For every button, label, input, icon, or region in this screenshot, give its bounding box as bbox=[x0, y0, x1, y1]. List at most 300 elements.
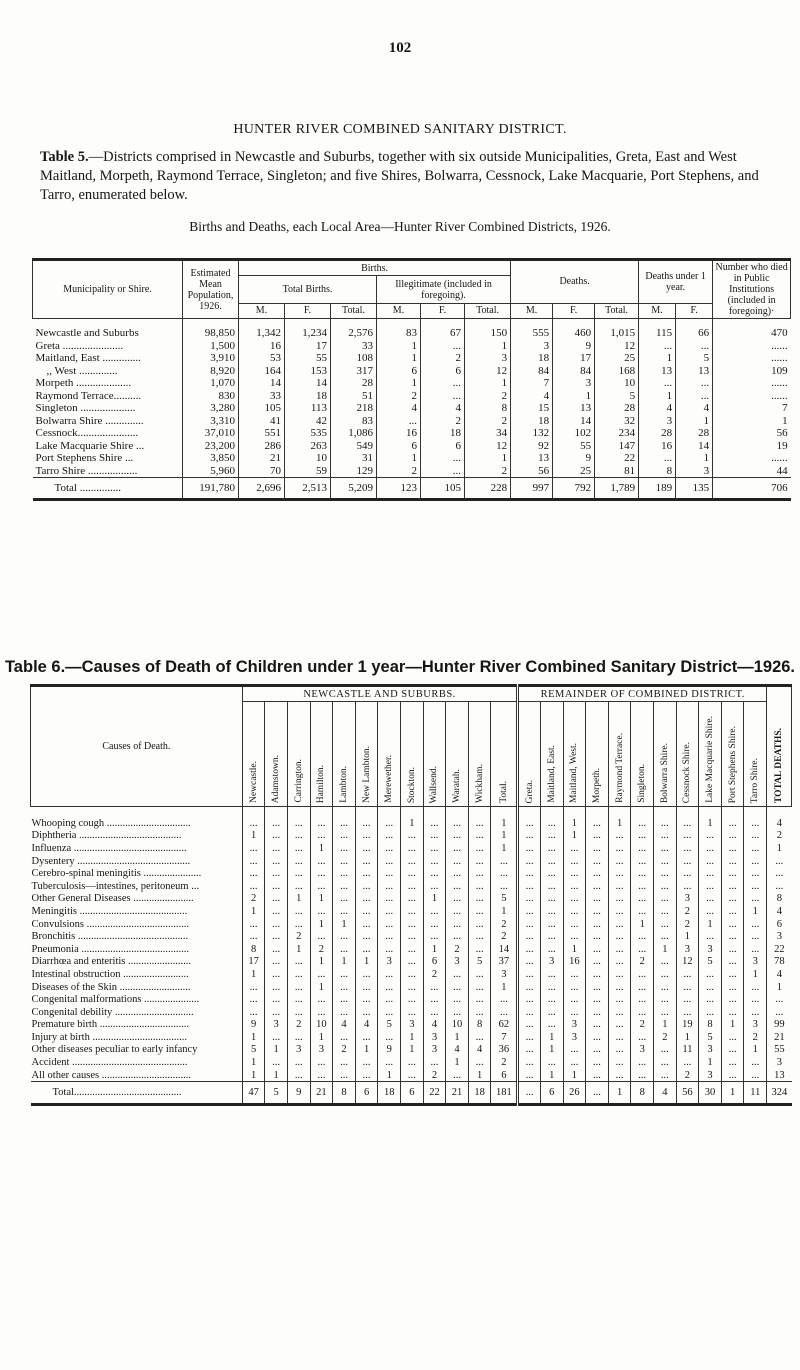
table-cell: ... bbox=[721, 956, 744, 969]
table-cell: ... bbox=[446, 968, 469, 981]
col-illegitimate: Illegitimate (included in foregoing). bbox=[377, 276, 511, 303]
table-cell: 2 bbox=[446, 943, 469, 956]
cause-name: Pneumonia ......................................... bbox=[31, 943, 189, 955]
table-cell: 1,789 bbox=[595, 478, 639, 500]
table-cell: 551 bbox=[239, 427, 285, 440]
table-cell: 12 bbox=[595, 340, 639, 353]
table-cell: ... bbox=[378, 867, 401, 880]
table-cell: ... bbox=[401, 918, 424, 931]
group-remainder-district: REMAINDER OF COMBINED DISTRICT. bbox=[518, 686, 767, 702]
table-cell: 228 bbox=[465, 478, 511, 500]
table-cell: 25 bbox=[595, 352, 639, 365]
table-cell: 1 bbox=[767, 981, 792, 994]
table-cell: 135 bbox=[676, 478, 713, 500]
table-cell: ... bbox=[355, 867, 378, 880]
cause-name: Injury at birth .................................... bbox=[31, 1031, 187, 1043]
table-cell: ... bbox=[563, 867, 586, 880]
table-cell: 10 bbox=[310, 1019, 333, 1032]
col-area-header bbox=[287, 702, 310, 807]
table-cell: 4 bbox=[446, 1044, 469, 1057]
table-cell: ... bbox=[721, 830, 744, 843]
table-cell: ... bbox=[608, 918, 631, 931]
table-cell: 3 bbox=[631, 1044, 654, 1057]
area-name: Maitland, East .............. bbox=[35, 352, 141, 365]
table-cell: ... bbox=[608, 968, 631, 981]
table-cell: 92 bbox=[511, 440, 553, 453]
table-cell: 1 bbox=[699, 807, 722, 830]
table-cell: ... bbox=[355, 855, 378, 868]
table-cell: ... bbox=[721, 905, 744, 918]
table-cell: ... bbox=[287, 1006, 310, 1019]
table-cell: 1 bbox=[654, 943, 677, 956]
table-cell: 13 bbox=[553, 402, 595, 415]
table-cell: 5 bbox=[699, 956, 722, 969]
table-cell: 17 bbox=[285, 340, 331, 353]
table-cell: ... bbox=[421, 377, 465, 390]
table-cell: ... bbox=[242, 880, 265, 893]
table-row bbox=[33, 377, 791, 390]
table-cell: ... bbox=[563, 893, 586, 906]
table-cell: ... bbox=[242, 981, 265, 994]
table-row bbox=[31, 918, 792, 931]
cause-name: Other diseases peculiar to early infancy bbox=[31, 1044, 198, 1056]
table-cell: ... bbox=[242, 867, 265, 880]
table-cell: 1 bbox=[310, 956, 333, 969]
table-cell: 25 bbox=[553, 465, 595, 478]
table-cell: 70 bbox=[239, 465, 285, 478]
table-cell: ... bbox=[586, 968, 609, 981]
table-cell: ... bbox=[744, 880, 767, 893]
col-area-label: Newcastle. bbox=[248, 761, 259, 803]
table-cell: 8 bbox=[699, 1019, 722, 1032]
table-row bbox=[33, 465, 791, 478]
table-cell: ... bbox=[744, 807, 767, 830]
col-area-header bbox=[491, 702, 518, 807]
table-cell: ... bbox=[310, 807, 333, 830]
table-cell: ... bbox=[631, 842, 654, 855]
table-cell: 41 bbox=[239, 415, 285, 428]
table-cell: 1 bbox=[767, 842, 792, 855]
table-cell: 5,209 bbox=[331, 478, 377, 500]
table-cell: 2 bbox=[421, 352, 465, 365]
table-cell: ... bbox=[423, 1056, 446, 1069]
table-cell: ... bbox=[608, 867, 631, 880]
table-cell: 1,086 bbox=[331, 427, 377, 440]
table-cell: 3 bbox=[465, 352, 511, 365]
table-row bbox=[31, 1006, 792, 1019]
table-cell: ... bbox=[608, 1056, 631, 1069]
table-cell: 18 bbox=[511, 352, 553, 365]
table-cell: 1 bbox=[540, 1069, 563, 1082]
table-cell: 191,780 bbox=[183, 478, 239, 500]
table-cell: ... bbox=[608, 893, 631, 906]
table-cell: ... bbox=[721, 807, 744, 830]
table-cell: ... bbox=[378, 855, 401, 868]
table5-label: Table 5. bbox=[40, 149, 89, 165]
table-cell: ... bbox=[721, 1069, 744, 1082]
table-cell: ... bbox=[586, 981, 609, 994]
table-cell: ... bbox=[540, 855, 563, 868]
table-cell: 1 bbox=[699, 1056, 722, 1069]
table-cell: 2 bbox=[767, 830, 792, 843]
table-cell: ... bbox=[468, 867, 491, 880]
table-cell: 18 bbox=[468, 1082, 491, 1105]
table-cell: 17 bbox=[553, 352, 595, 365]
table-cell: ... bbox=[721, 893, 744, 906]
table-cell: 9 bbox=[378, 1044, 401, 1057]
table-cell: ... bbox=[310, 993, 333, 1006]
table-cell: ... bbox=[563, 968, 586, 981]
table-cell: ... bbox=[654, 956, 677, 969]
table-cell: ... bbox=[699, 930, 722, 943]
table-cell: 6 bbox=[421, 440, 465, 453]
col-area-header bbox=[608, 702, 631, 807]
cause-name: Diphtheria ....................................... bbox=[31, 830, 182, 842]
table-cell: ... bbox=[423, 867, 446, 880]
table6-title: Table 6.—Causes of Death of Children under 1 year—Hunter River Combined Sanitary District—1926. bbox=[4, 658, 796, 676]
table-cell: ... bbox=[540, 1019, 563, 1032]
table-cell: ... bbox=[377, 415, 421, 428]
table-cell: ... bbox=[265, 867, 288, 880]
table-cell: ... bbox=[518, 830, 541, 843]
table-cell: ... bbox=[265, 930, 288, 943]
table-row bbox=[31, 893, 792, 906]
col-area-header bbox=[676, 702, 699, 807]
table-cell: ... bbox=[744, 1056, 767, 1069]
col-area-label: Cessnock Shire. bbox=[682, 741, 693, 803]
table-cell: 2 bbox=[676, 918, 699, 931]
table-cell: ... bbox=[608, 943, 631, 956]
table-cell: ... bbox=[265, 918, 288, 931]
table-cell: ... bbox=[608, 1044, 631, 1057]
table-cell: 102 bbox=[553, 427, 595, 440]
table6-body bbox=[31, 807, 792, 1105]
table-row bbox=[33, 402, 791, 415]
table-cell: ... bbox=[468, 1031, 491, 1044]
table-cell: 8 bbox=[333, 1082, 356, 1105]
table-cell: ... bbox=[676, 340, 713, 353]
table-cell: 2 bbox=[242, 893, 265, 906]
col-causes: Causes of Death. bbox=[31, 686, 243, 807]
table-cell: 7 bbox=[511, 377, 553, 390]
table-cell: ... bbox=[287, 1069, 310, 1082]
table-cell: ... bbox=[631, 943, 654, 956]
table-cell: ... bbox=[608, 880, 631, 893]
table-cell: ... bbox=[518, 930, 541, 943]
table-cell: 1 bbox=[491, 807, 518, 830]
table-cell: ... bbox=[333, 855, 356, 868]
page-number: 102 bbox=[388, 40, 412, 56]
table-cell: 1 bbox=[310, 1031, 333, 1044]
table-cell: ... bbox=[631, 880, 654, 893]
table-cell: 3 bbox=[639, 415, 676, 428]
col-births: Births. bbox=[239, 260, 511, 276]
table-row bbox=[31, 1056, 792, 1069]
table-cell: 3 bbox=[676, 465, 713, 478]
table-cell: ... bbox=[310, 867, 333, 880]
table-cell: 997 bbox=[511, 478, 553, 500]
table-cell: 4 bbox=[511, 390, 553, 403]
table-cell: ... bbox=[355, 943, 378, 956]
table-row bbox=[31, 842, 792, 855]
table-cell: ... bbox=[540, 968, 563, 981]
table-cell: ... bbox=[355, 880, 378, 893]
table-cell: ... bbox=[563, 930, 586, 943]
table-cell: ... bbox=[265, 855, 288, 868]
table-cell: 3,910 bbox=[183, 352, 239, 365]
table-cell: 10 bbox=[285, 452, 331, 465]
col-area-label: Carrington. bbox=[293, 759, 304, 803]
table-cell: ... bbox=[518, 993, 541, 1006]
table-cell: 1 bbox=[287, 943, 310, 956]
table-cell: 19 bbox=[713, 440, 791, 453]
table-cell: ... bbox=[423, 993, 446, 1006]
table-cell: ... bbox=[518, 956, 541, 969]
table-cell: 3 bbox=[511, 340, 553, 353]
table-cell: ... bbox=[378, 993, 401, 1006]
table-cell: ... bbox=[518, 918, 541, 931]
table-cell: 16 bbox=[639, 440, 676, 453]
table-cell: 2 bbox=[377, 390, 421, 403]
cause-name: Convulsions ....................................... bbox=[31, 918, 190, 930]
table-cell: ... bbox=[721, 1056, 744, 1069]
table-cell: ... bbox=[446, 855, 469, 868]
table-cell: 21 bbox=[767, 1031, 792, 1044]
table-cell: 21 bbox=[239, 452, 285, 465]
col-area-header bbox=[631, 702, 654, 807]
table-cell: ... bbox=[608, 930, 631, 943]
col-deaths: Deaths. bbox=[511, 260, 639, 304]
area-name: Lake Macquarie Shire ... bbox=[35, 439, 145, 452]
table-cell: 9 bbox=[553, 452, 595, 465]
table-cell: ... bbox=[767, 867, 792, 880]
table-row bbox=[31, 880, 792, 893]
table-cell: ... bbox=[608, 993, 631, 1006]
table-cell: ... bbox=[608, 956, 631, 969]
table-cell: 1 bbox=[423, 893, 446, 906]
table-cell: ... bbox=[446, 807, 469, 830]
table-cell: 7 bbox=[491, 1031, 518, 1044]
table-cell: ... bbox=[540, 842, 563, 855]
table-cell: 1 bbox=[265, 1069, 288, 1082]
table-cell: ... bbox=[654, 842, 677, 855]
table-cell: 470 bbox=[713, 319, 791, 340]
table-cell: ... bbox=[676, 807, 699, 830]
table-cell: 3 bbox=[699, 1044, 722, 1057]
table-cell: ... bbox=[744, 1006, 767, 1019]
table-cell: ... bbox=[333, 981, 356, 994]
table-cell: ... bbox=[676, 968, 699, 981]
table-cell: ... bbox=[699, 905, 722, 918]
table-cell: ... bbox=[631, 1056, 654, 1069]
table-cell: 1 bbox=[465, 377, 511, 390]
table-cell: ... bbox=[518, 943, 541, 956]
table-cell: ... bbox=[744, 842, 767, 855]
col-area-header bbox=[586, 702, 609, 807]
table-cell: ... bbox=[631, 905, 654, 918]
table-cell: ... bbox=[518, 1082, 541, 1105]
table-cell: ... bbox=[446, 1069, 469, 1082]
table-cell: ... bbox=[333, 943, 356, 956]
table-cell: ... bbox=[586, 807, 609, 830]
table-cell: 1 bbox=[676, 1031, 699, 1044]
table-cell: ... bbox=[608, 1019, 631, 1032]
table-cell: 1 bbox=[608, 807, 631, 830]
table-cell: 62 bbox=[491, 1019, 518, 1032]
table-cell: ... bbox=[242, 930, 265, 943]
table-cell: ... bbox=[540, 993, 563, 1006]
table-cell: 14 bbox=[239, 377, 285, 390]
table-cell: 78 bbox=[767, 956, 792, 969]
table-cell: ... bbox=[265, 830, 288, 843]
table-cell: 3 bbox=[744, 956, 767, 969]
col-area-header bbox=[401, 702, 424, 807]
table-cell: ... bbox=[540, 830, 563, 843]
table-cell: ... bbox=[744, 943, 767, 956]
table-cell: 3 bbox=[310, 1044, 333, 1057]
table-row bbox=[31, 1044, 792, 1057]
table-cell: ... bbox=[265, 893, 288, 906]
table-cell: ... bbox=[378, 968, 401, 981]
table-row bbox=[33, 390, 791, 403]
table-cell: 147 bbox=[595, 440, 639, 453]
table-cell: 3,310 bbox=[183, 415, 239, 428]
table-cell: 1 bbox=[721, 1019, 744, 1032]
cause-name: Other General Diseases ....................... bbox=[31, 893, 194, 905]
table-cell: 8 bbox=[465, 402, 511, 415]
table-cell: 37 bbox=[491, 956, 518, 969]
table-cell: ... bbox=[744, 893, 767, 906]
table-cell: 8 bbox=[631, 1082, 654, 1105]
table-cell: 14 bbox=[491, 943, 518, 956]
table-cell: ... bbox=[378, 905, 401, 918]
col-area-label: Wallsend. bbox=[429, 765, 440, 803]
table-cell: ... bbox=[721, 867, 744, 880]
table-cell: 1 bbox=[699, 918, 722, 931]
table-cell: ... bbox=[491, 855, 518, 868]
table-cell: 1 bbox=[639, 390, 676, 403]
table-cell: ... bbox=[446, 993, 469, 1006]
table-cell: ... bbox=[446, 880, 469, 893]
table-cell: 1 bbox=[744, 1044, 767, 1057]
table-cell: 2 bbox=[423, 968, 446, 981]
table-cell: 3 bbox=[378, 956, 401, 969]
table-cell: ... bbox=[586, 1019, 609, 1032]
table-cell: 105 bbox=[421, 478, 465, 500]
table-cell: 4 bbox=[377, 402, 421, 415]
table-cell: ... bbox=[355, 842, 378, 855]
table-cell: ... bbox=[563, 1044, 586, 1057]
table-cell: 3 bbox=[563, 1031, 586, 1044]
table-cell: ...... bbox=[713, 390, 791, 403]
table-cell: ... bbox=[468, 918, 491, 931]
table-cell: ...... bbox=[713, 352, 791, 365]
table-cell: 66 bbox=[676, 319, 713, 340]
table-cell: 8 bbox=[242, 943, 265, 956]
table-cell: ... bbox=[586, 918, 609, 931]
table-cell: 5 bbox=[242, 1044, 265, 1057]
area-name: Greta ...................... bbox=[35, 339, 124, 352]
table-cell: 5 bbox=[595, 390, 639, 403]
table-cell: ... bbox=[287, 880, 310, 893]
table-cell: 22 bbox=[595, 452, 639, 465]
table-cell: 181 bbox=[491, 1082, 518, 1105]
table-cell: ... bbox=[586, 880, 609, 893]
table-cell: 2 bbox=[491, 918, 518, 931]
table-cell: ... bbox=[540, 807, 563, 830]
table-cell: ... bbox=[631, 981, 654, 994]
table-cell: ... bbox=[699, 830, 722, 843]
table-cell: ... bbox=[518, 842, 541, 855]
table-cell: 115 bbox=[639, 319, 676, 340]
table-cell: 2 bbox=[654, 1031, 677, 1044]
table-cell: ... bbox=[721, 968, 744, 981]
table-cell: ... bbox=[654, 993, 677, 1006]
col-area-header bbox=[699, 702, 722, 807]
table-cell: ... bbox=[468, 1006, 491, 1019]
table-cell: 1 bbox=[377, 340, 421, 353]
col-area-header bbox=[654, 702, 677, 807]
table-cell: 3,280 bbox=[183, 402, 239, 415]
table-cell: ... bbox=[491, 1006, 518, 1019]
table-row bbox=[31, 830, 792, 843]
table-cell: ... bbox=[654, 807, 677, 830]
table-cell: ... bbox=[563, 993, 586, 1006]
table-cell: ... bbox=[468, 993, 491, 1006]
table-cell: 1 bbox=[265, 1044, 288, 1057]
table-cell: ... bbox=[563, 1056, 586, 1069]
table-cell: ... bbox=[699, 842, 722, 855]
table-cell: ... bbox=[654, 830, 677, 843]
table-cell: 2,513 bbox=[285, 478, 331, 500]
col-area-header bbox=[333, 702, 356, 807]
table-cell: ... bbox=[242, 842, 265, 855]
table-cell: ... bbox=[540, 930, 563, 943]
col-area-label: Maitland, West. bbox=[569, 742, 580, 803]
table-cell: ... bbox=[355, 968, 378, 981]
table-cell: 33 bbox=[331, 340, 377, 353]
table-cell: 30 bbox=[699, 1082, 722, 1105]
table-cell: ... bbox=[355, 807, 378, 830]
table-cell: ... bbox=[586, 855, 609, 868]
table-cell: ... bbox=[654, 1056, 677, 1069]
table-cell: 6 bbox=[355, 1082, 378, 1105]
col-area-label: Raymond Terrace. bbox=[614, 733, 625, 803]
table-cell: 1,500 bbox=[183, 340, 239, 353]
col-area-header bbox=[540, 702, 563, 807]
table-cell: 6 bbox=[423, 956, 446, 969]
table-cell: 2 bbox=[333, 1044, 356, 1057]
table-cell: ... bbox=[518, 807, 541, 830]
table-cell: 12 bbox=[676, 956, 699, 969]
table-cell: ... bbox=[333, 842, 356, 855]
table-cell: 28 bbox=[639, 427, 676, 440]
table-row bbox=[33, 319, 791, 340]
table-cell: ... bbox=[586, 867, 609, 880]
table-cell: 55 bbox=[553, 440, 595, 453]
table-cell: ... bbox=[676, 993, 699, 1006]
area-name: Singleton .................... bbox=[35, 402, 136, 415]
table-cell: ... bbox=[242, 1006, 265, 1019]
table-cell: ... bbox=[265, 968, 288, 981]
table-cell: ... bbox=[378, 930, 401, 943]
table-cell: ... bbox=[310, 1006, 333, 1019]
table-cell: ... bbox=[767, 855, 792, 868]
table-cell: ... bbox=[401, 943, 424, 956]
table-cell: 3 bbox=[563, 1019, 586, 1032]
table-cell: 28 bbox=[331, 377, 377, 390]
table-cell: 84 bbox=[511, 365, 553, 378]
